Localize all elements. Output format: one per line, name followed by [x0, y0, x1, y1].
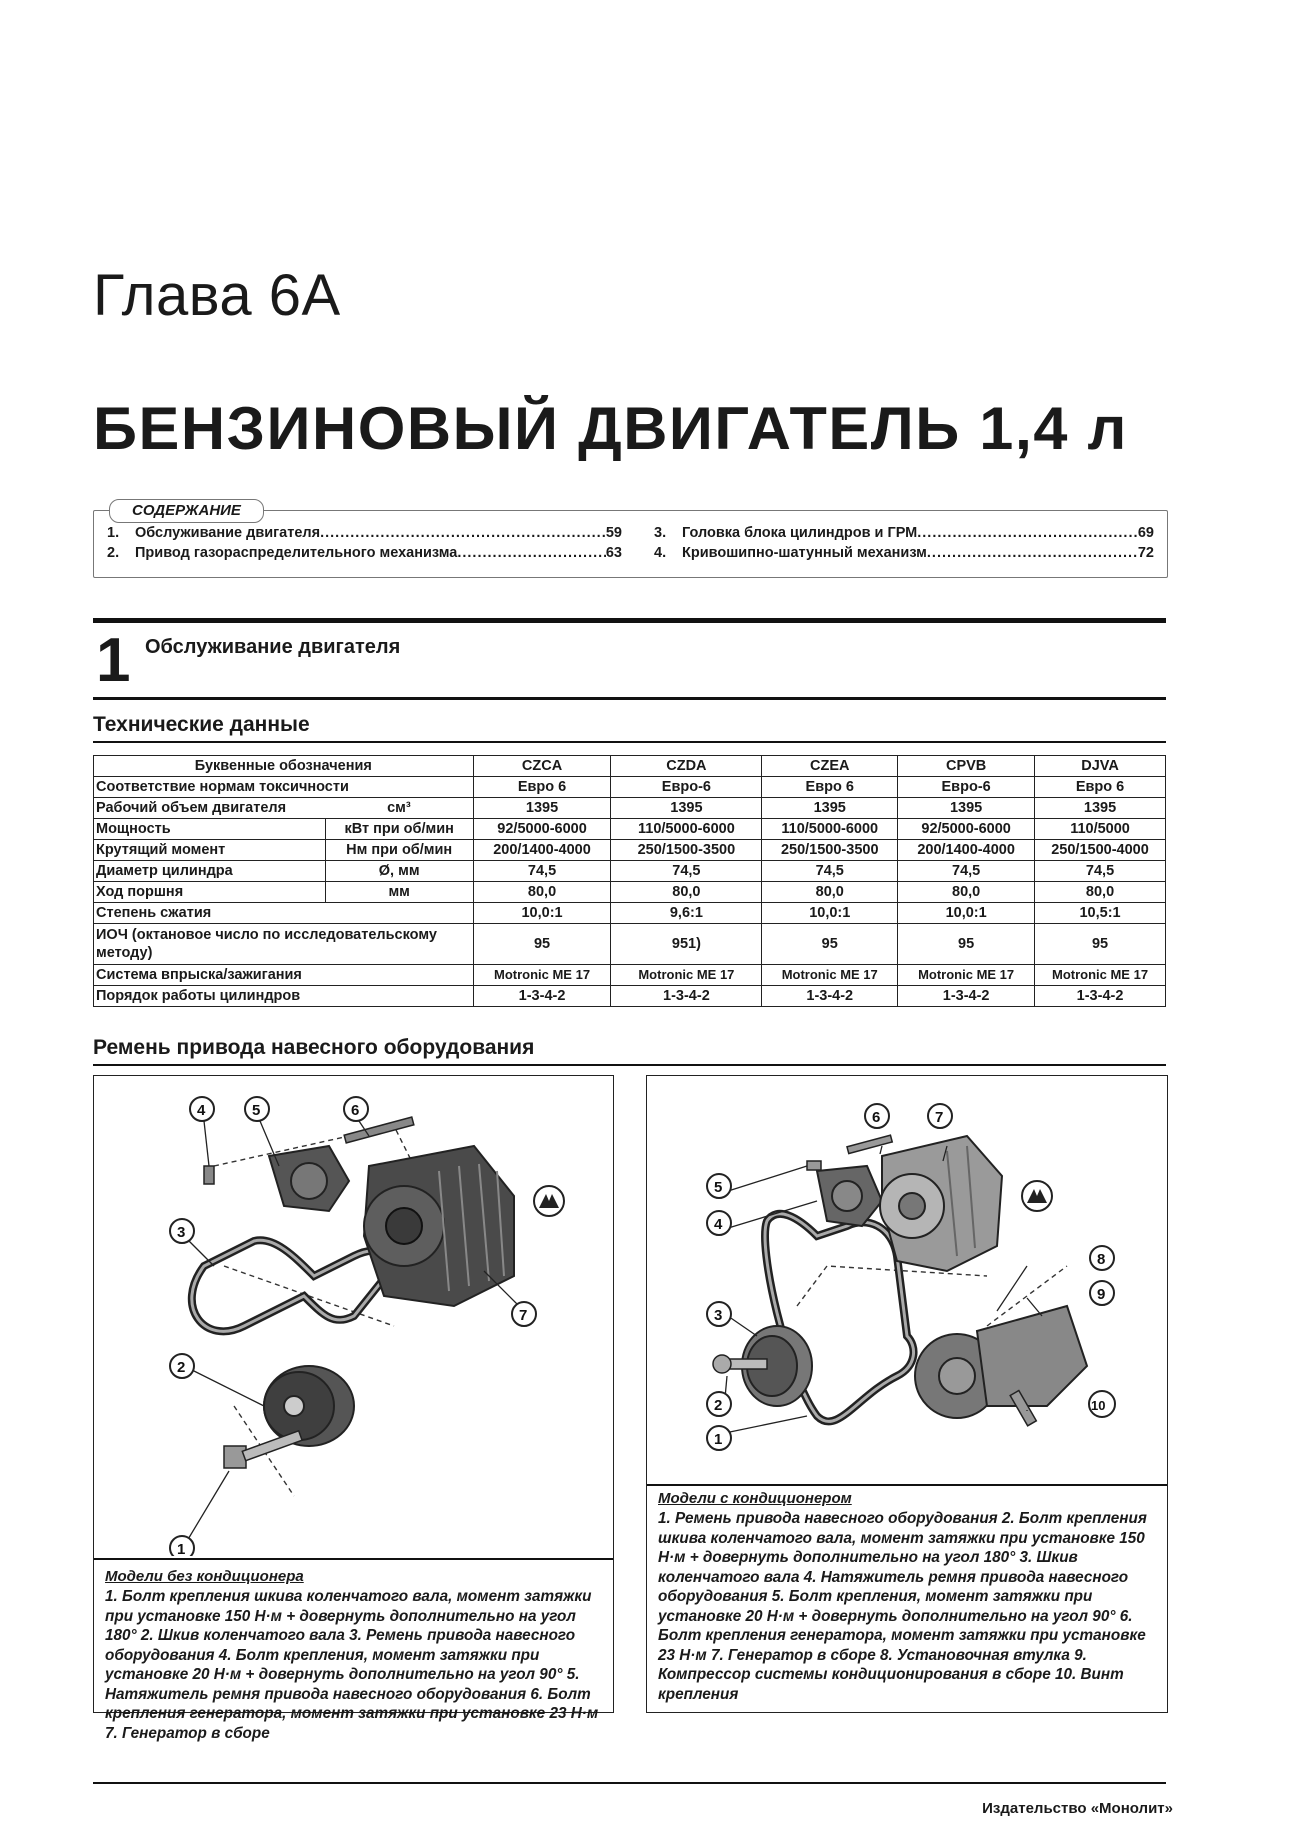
table-row [94, 965, 1166, 986]
toc-item-number: 3. [654, 525, 667, 541]
toc-item-page: 63 [605, 545, 622, 561]
table-cell: Евро 6 [473, 777, 611, 798]
table-param-cell: ИОЧ (октановое число по исследовательскому методу) [94, 924, 474, 965]
callout-9 [1090, 1281, 1114, 1305]
table-row [94, 986, 1166, 1007]
table-cell: 200/1400-4000 [473, 840, 611, 861]
table-of-contents [93, 502, 1168, 578]
crankshaft-pulley-part [264, 1366, 354, 1446]
svg-text:6: 6 [872, 1109, 881, 1126]
table-cell: 80,0 [611, 882, 762, 903]
svg-text:4: 4 [197, 1102, 206, 1119]
svg-text:3: 3 [177, 1224, 186, 1241]
table-cell: 1-3-4-2 [762, 986, 898, 1007]
toc-dots [927, 545, 1138, 561]
table-cell: 1395 [611, 798, 762, 819]
table-cell: 10,0:1 [898, 903, 1035, 924]
toc-item[interactable] [107, 545, 622, 561]
belt-heading: Ремень привода навесного оборудования [93, 1036, 535, 1059]
figure-with-ac [646, 1075, 1168, 1713]
toc-item[interactable] [654, 545, 1154, 561]
generator-part [364, 1146, 514, 1306]
table-cell: Motronic ME 17 [473, 965, 611, 986]
ac-compressor-part [915, 1306, 1087, 1426]
toc-item-text: Кривошипно-шатунный механизм [682, 545, 927, 561]
svg-text:8: 8 [1097, 1251, 1106, 1268]
tech-data-heading: Технические данные [93, 713, 310, 736]
table-cell: 1395 [762, 798, 898, 819]
toc-label: СОДЕРЖАНИЕ [109, 499, 264, 523]
table-cell: 80,0 [1035, 882, 1166, 903]
svg-text:7: 7 [519, 1307, 528, 1324]
table-cell: 1-3-4-2 [611, 986, 762, 1007]
toc-dots [917, 525, 1138, 541]
caption-divider [94, 1558, 613, 1560]
table-cell: 250/1500-3500 [611, 840, 762, 861]
table-row [94, 798, 1166, 819]
table-cell: Motronic ME 17 [898, 965, 1035, 986]
figure-caption: 1. Болт крепления шкива коленчатого вала, момент затяжки при установке 150 Н·м + довернуть дополнительно на угол 180° 2. Шкив коленчатого вала 3. Ремень привода навесного оборудования 4. Болт крепления, момент затяжки при установке 20 Н·м + довернуть дополнительно на угол 90° 5. Натяжитель ремня привода навесного оборудования 6. Болт крепления генератора, момент затяжки при установке 23 Н·м 7. Генератор в сборе [105, 1588, 599, 1742]
table-header-cell: CZEA [762, 756, 898, 777]
tech-data-table [93, 755, 1166, 1007]
caption-heading: Модели без кондиционера [105, 1568, 304, 1585]
table-cell: 200/1400-4000 [898, 840, 1035, 861]
table-cell: 951) [611, 924, 762, 965]
belt-diagram-no-ac [94, 1076, 613, 1556]
table-cell: Евро 6 [762, 777, 898, 798]
table-cell: 10,0:1 [473, 903, 611, 924]
table-unit-cell: кВт при об/мин [325, 819, 473, 840]
figure-caption: 1. Ремень привода навесного оборудования 2. Болт крепления шкива коленчатого вала, момент затяжки при установке 150 Н·м + довернуть дополнительно на угол 180° 3. Шкив коленчатого вала 4. Натяжитель ремня привода навесного оборудования 5. Болт крепления, момент затяжки при установке 20 Н·м + довернуть дополнительно на угол 90° 6. Болт крепления генератора, момент затяжки при установке 23 Н·м 7. Генератор в сборе 8. Установочная втулка 9. Компрессор системы кондиционирования в сборе 10. Винт крепления [658, 1510, 1147, 1703]
table-param-cell: Крутящий момент [94, 840, 326, 861]
toc-item-text: Головка блока цилиндров и ГРМ [682, 525, 918, 541]
table-cell: Motronic ME 17 [611, 965, 762, 986]
table-cell: 95 [473, 924, 611, 965]
callout-1 [170, 1536, 194, 1556]
table-cell: 250/1500-4000 [1035, 840, 1166, 861]
table-cell: 10,5:1 [1035, 903, 1166, 924]
table-header-cell: CZCA [473, 756, 611, 777]
table-row [94, 882, 1166, 903]
toc-item-number: 2. [107, 545, 120, 561]
table-row [94, 924, 1166, 965]
toc-item-text: Привод газораспределительного механизма [135, 545, 458, 561]
crankshaft-pulley-part [713, 1326, 812, 1406]
svg-text:7: 7 [935, 1109, 944, 1126]
table-cell: 1395 [473, 798, 611, 819]
table-param-cell: Мощность [94, 819, 326, 840]
callout-7 [928, 1104, 952, 1128]
callout-8 [1090, 1246, 1114, 1270]
table-cell: 74,5 [1035, 861, 1166, 882]
table-cell: 80,0 [473, 882, 611, 903]
table-cell: 110/5000-6000 [611, 819, 762, 840]
table-cell: 80,0 [898, 882, 1035, 903]
callout-4 [707, 1211, 731, 1235]
table-unit-cell: мм [325, 882, 473, 903]
table-row [94, 903, 1166, 924]
table-cell: 74,5 [898, 861, 1035, 882]
table-cell: 1-3-4-2 [898, 986, 1035, 1007]
svg-text:5: 5 [714, 1179, 723, 1196]
section-title: Обслуживание двигателя [145, 636, 401, 658]
tensioner-part [817, 1166, 882, 1226]
table-cell: 92/5000-6000 [473, 819, 611, 840]
table-header-cell: CZDA [611, 756, 762, 777]
table-cell: 10,0:1 [762, 903, 898, 924]
toc-item-number: 1. [107, 525, 120, 541]
heading-rule [93, 741, 1166, 743]
toc-item[interactable] [107, 525, 622, 541]
tensioner-part [269, 1146, 349, 1211]
section-number: 1 [96, 626, 131, 695]
toc-item-page: 59 [605, 525, 622, 541]
table-param-cell: Степень сжатия [94, 903, 474, 924]
section-rule [93, 697, 1166, 700]
callout-3 [170, 1219, 194, 1243]
table-cell: Motronic ME 17 [1035, 965, 1166, 986]
table-cell: Евро-6 [611, 777, 762, 798]
toc-item-text: Обслуживание двигателя [135, 525, 321, 541]
generator-part [880, 1136, 1002, 1271]
table-row [94, 777, 1166, 798]
callout-7 [512, 1302, 536, 1326]
table-cell: 74,5 [762, 861, 898, 882]
callout-5 [245, 1097, 269, 1121]
table-header-cell: Буквенные обозначения [94, 756, 474, 777]
table-cell: 74,5 [611, 861, 762, 882]
table-cell: Евро 6 [1035, 777, 1166, 798]
table-cell: 95 [762, 924, 898, 965]
table-param-cell: Ход поршня [94, 882, 326, 903]
callout-5 [707, 1174, 731, 1198]
callout-2 [170, 1354, 194, 1378]
svg-text:2: 2 [714, 1397, 723, 1414]
table-cell: 1-3-4-2 [1035, 986, 1166, 1007]
table-cell: 250/1500-3500 [762, 840, 898, 861]
svg-text:10: 10 [1091, 1398, 1106, 1413]
table-unit-cell: Нм при об/мин [325, 840, 473, 861]
publisher-footer: Издательство «Монолит» [982, 1800, 1173, 1817]
table-cell: 110/5000 [1035, 819, 1166, 840]
table-cell: 95 [1035, 924, 1166, 965]
callout-6 [344, 1097, 368, 1121]
svg-text:2: 2 [177, 1359, 186, 1376]
table-row [94, 819, 1166, 840]
table-row [94, 840, 1166, 861]
publisher-logo-icon [534, 1186, 564, 1216]
callout-3 [707, 1302, 731, 1326]
figure-no-ac [93, 1075, 614, 1742]
svg-text:1: 1 [177, 1541, 186, 1556]
table-cell: 74,5 [473, 861, 611, 882]
belt-diagram-with-ac [647, 1076, 1167, 1486]
table-cell: Евро-6 [898, 777, 1035, 798]
table-unit-cell: Ø, мм [325, 861, 473, 882]
toc-dots [320, 525, 606, 541]
publisher-logo-icon [1022, 1181, 1052, 1211]
callout-6 [865, 1104, 889, 1128]
svg-text:6: 6 [351, 1102, 360, 1119]
crankshaft-bolt-part [224, 1431, 302, 1468]
toc-item-page: 69 [1137, 525, 1154, 541]
table-row [94, 861, 1166, 882]
section-rule [93, 618, 1166, 623]
table-cell: 95 [898, 924, 1035, 965]
svg-text:4: 4 [714, 1216, 723, 1233]
table-header-row [94, 756, 1166, 777]
callout-4 [190, 1097, 214, 1121]
table-cell: 110/5000-6000 [762, 819, 898, 840]
table-cell: 92/5000-6000 [898, 819, 1035, 840]
table-cell: 1-3-4-2 [473, 986, 611, 1007]
table-header-cell: DJVA [1035, 756, 1166, 777]
callout-2 [707, 1392, 731, 1416]
caption-heading: Модели с кондиционером [658, 1490, 852, 1507]
toc-item-page: 72 [1137, 545, 1154, 561]
table-cell: 9,6:1 [611, 903, 762, 924]
svg-text:9: 9 [1097, 1286, 1106, 1303]
svg-text:3: 3 [714, 1307, 723, 1324]
svg-text:5: 5 [252, 1102, 261, 1119]
table-unit-cell: см³ [325, 798, 473, 819]
heading-rule [93, 1064, 1166, 1066]
footer-rule [93, 1782, 1166, 1784]
toc-item-number: 4. [654, 545, 667, 561]
page-title: БЕНЗИНОВЫЙ ДВИГАТЕЛЬ 1,4 л [93, 395, 1128, 462]
table-cell: Motronic ME 17 [762, 965, 898, 986]
table-cell: 1395 [1035, 798, 1166, 819]
callout-1 [707, 1426, 731, 1450]
toc-item[interactable] [654, 525, 1154, 541]
table-cell: 1395 [898, 798, 1035, 819]
svg-text:1: 1 [714, 1431, 723, 1448]
table-param-cell: Диаметр цилиндра [94, 861, 326, 882]
table-param-cell: Система впрыска/зажигания [94, 965, 474, 986]
table-param-cell: Рабочий объем двигателя [94, 798, 326, 819]
callout-10 [1089, 1391, 1115, 1417]
toc-dots [457, 545, 606, 561]
caption-divider [647, 1484, 1167, 1486]
chapter-heading: Глава 6А [93, 263, 341, 328]
table-param-cell: Порядок работы цилиндров [94, 986, 474, 1007]
table-header-cell: CPVB [898, 756, 1035, 777]
table-param-cell: Соответствие нормам токсичности [94, 777, 474, 798]
table-cell: 80,0 [762, 882, 898, 903]
